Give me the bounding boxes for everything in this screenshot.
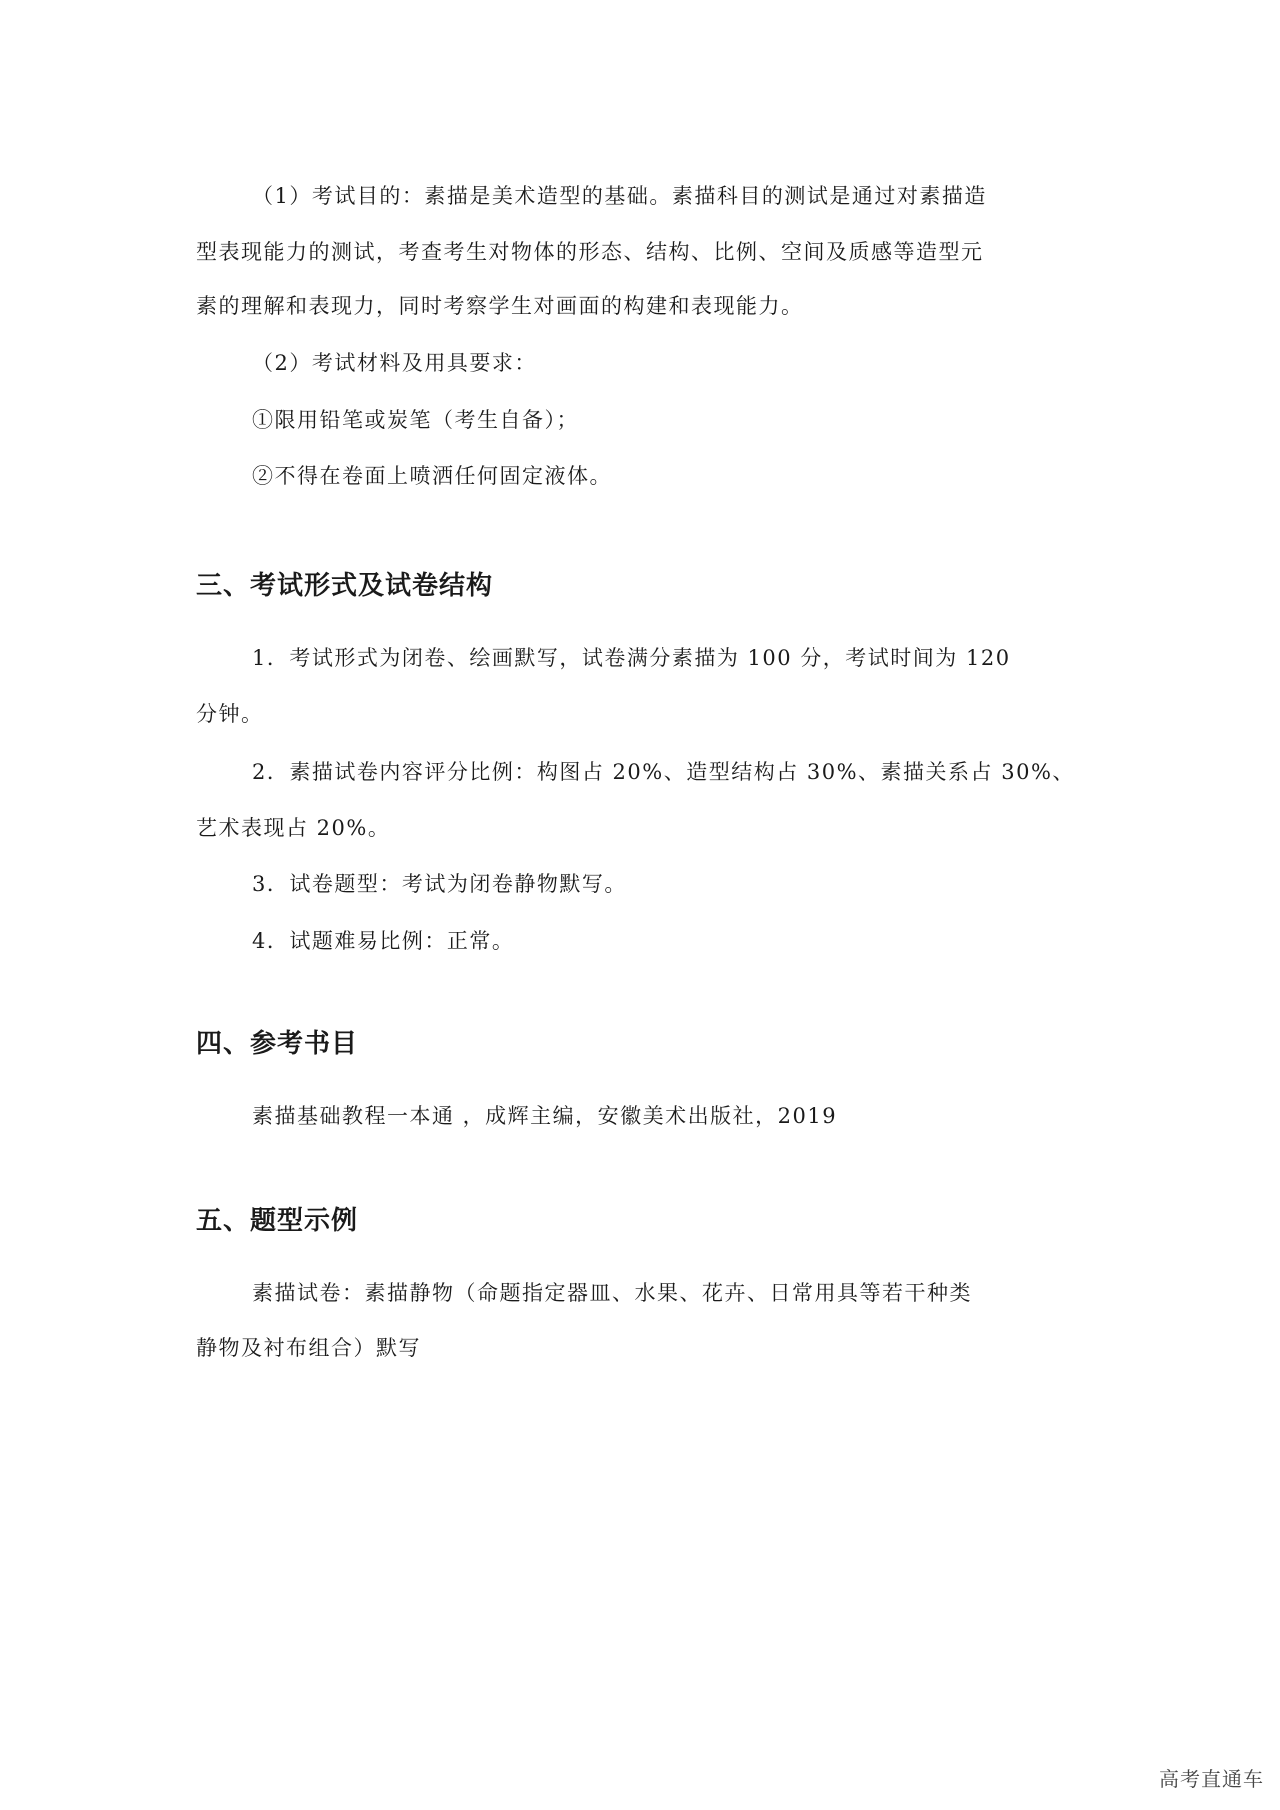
section-4-heading: 四、参考书目 — [196, 1029, 359, 1059]
watermark-logo: 高考直通车 — [1159, 1767, 1264, 1791]
section-3-p1-line-1: 1．考试形式为闭卷、绘画默写，试卷满分素描为 100 分，考试时间为 120 — [252, 646, 1011, 670]
section-3-p2-line-2: 艺术表现占 20%。 — [196, 816, 391, 840]
section-3-heading: 三、考试形式及试卷结构 — [196, 571, 494, 601]
purpose-line-3: 素的理解和表现力，同时考察学生对画面的构建和表现能力。 — [196, 294, 804, 318]
section-3-p3: 3．试卷题型：考试为闭卷静物默写。 — [252, 872, 627, 896]
section-3-p1-line-2: 分钟。 — [196, 702, 264, 726]
materials-item-b: ②不得在卷面上喷洒任何固定液体。 — [252, 464, 612, 488]
purpose-line-2: 型表现能力的测试，考查考生对物体的形态、结构、比例、空间及质感等造型元 — [196, 240, 984, 264]
section-5-line-2: 静物及衬布组合）默写 — [196, 1336, 421, 1360]
section-4-reference: 素描基础教程一本通 ，成辉主编，安徽美术出版社，2019 — [252, 1104, 838, 1128]
section-5-heading: 五、题型示例 — [196, 1206, 359, 1236]
materials-item-a: ①限用铅笔或炭笔（考生自备）； — [252, 408, 579, 432]
section-3-p4: 4．试题难易比例：正常。 — [252, 929, 515, 953]
materials-heading: （2）考试材料及用具要求： — [252, 351, 537, 375]
purpose-line-1: （1）考试目的：素描是美术造型的基础。素描科目的测试是通过对素描造 — [252, 184, 987, 208]
section-5-line-1: 素描试卷：素描静物（命题指定器皿、水果、花卉、日常用具等若干种类 — [252, 1281, 972, 1305]
section-3-p2-line-1: 2．素描试卷内容评分比例：构图占 20%、造型结构占 30%、素描关系占 30%、 — [252, 760, 1075, 784]
